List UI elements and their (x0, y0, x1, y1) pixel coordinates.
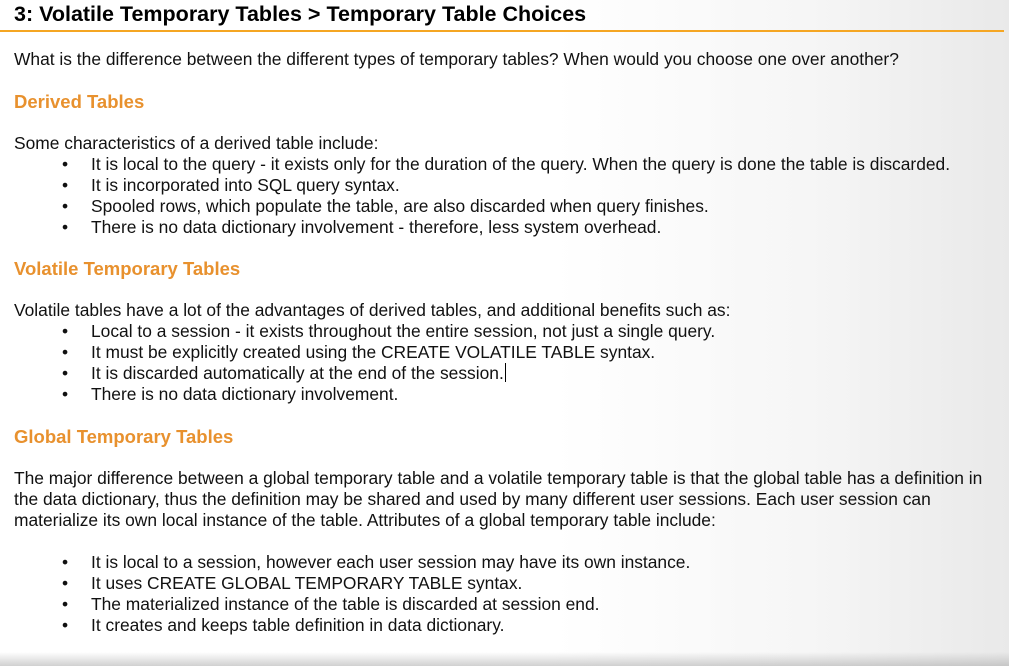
global-tables-intro: The major difference between a global temporary table and a volatile temporary table is that the global table has a definition in the data dictionary, thus the definition may be shared and used by many different user sessions. Each user session can materialize its own local instance of the table. Attributes of a global temporary table include: (14, 468, 983, 530)
list-item (14, 363, 1004, 384)
list-item-text: The materialized instance of the table is discarded at session end. (91, 594, 600, 614)
list-item (14, 217, 1004, 238)
list-item-text: There is no data dictionary involvement. (91, 384, 399, 404)
bullet-icon: • (62, 175, 69, 195)
bullet-icon: • (62, 573, 69, 593)
volatile-tables-list (14, 321, 1004, 405)
volatile-tables-intro: Volatile tables have a lot of the advantages of derived tables, and additional benefits such as: (14, 300, 731, 320)
list-item (14, 573, 1004, 594)
heading-derived-tables: Derived Tables (14, 91, 145, 112)
list-item-text: Local to a session - it exists throughout the entire session, not just a single query. (91, 321, 716, 341)
list-item (14, 552, 1004, 573)
bullet-icon: • (62, 594, 69, 614)
bullet-icon: • (62, 384, 69, 404)
bullet-icon: • (62, 321, 69, 341)
list-item-text: It is incorporated into SQL query syntax. (91, 175, 400, 195)
bottom-shadow (0, 652, 1009, 666)
bullet-icon: • (62, 196, 69, 216)
derived-tables-intro: Some characteristics of a derived table include: (14, 133, 379, 153)
list-item-text: It is discarded automatically at the end of the session. (91, 363, 504, 383)
list-item (14, 321, 1004, 342)
bullet-icon: • (62, 552, 69, 572)
list-item (14, 175, 1004, 196)
list-item-text: It is local to a session, however each user session may have its own instance. (91, 552, 691, 572)
list-item (14, 154, 1004, 175)
lesson-question: What is the difference between the different types of temporary tables? When would you choose one over another? (14, 49, 899, 69)
heading-global-temporary-tables: Global Temporary Tables (14, 426, 234, 447)
list-item (14, 615, 1004, 636)
bullet-icon: • (62, 363, 69, 383)
bullet-icon: • (62, 342, 69, 362)
list-item-text: It must be explicitly created using the CREATE VOLATILE TABLE syntax. (91, 342, 656, 362)
lesson-content (14, 49, 1004, 636)
global-tables-list (14, 552, 1004, 636)
bullet-icon: • (62, 217, 69, 237)
text-cursor (505, 363, 506, 382)
list-item-text: Spooled rows, which populate the table, are also discarded when query finishes. (91, 196, 709, 216)
list-item-text: There is no data dictionary involvement - therefore, less system overhead. (91, 217, 662, 237)
list-item (14, 342, 1004, 363)
list-item (14, 196, 1004, 217)
list-item-text: It is local to the query - it exists only for the duration of the query. When the query is done the table is discarded. (91, 154, 951, 174)
derived-tables-list (14, 154, 1004, 238)
list-item-text: It uses CREATE GLOBAL TEMPORARY TABLE syntax. (91, 573, 523, 593)
list-item (14, 594, 1004, 615)
page-title: 3: Volatile Temporary Tables > Temporary Table Choices (14, 2, 587, 26)
list-item-text: It creates and keeps table definition in data dictionary. (91, 615, 505, 635)
heading-volatile-temporary-tables: Volatile Temporary Tables (14, 258, 241, 279)
list-item (14, 384, 1004, 405)
title-bar (0, 0, 1004, 32)
bullet-icon: • (62, 615, 69, 635)
bullet-icon: • (62, 154, 69, 174)
